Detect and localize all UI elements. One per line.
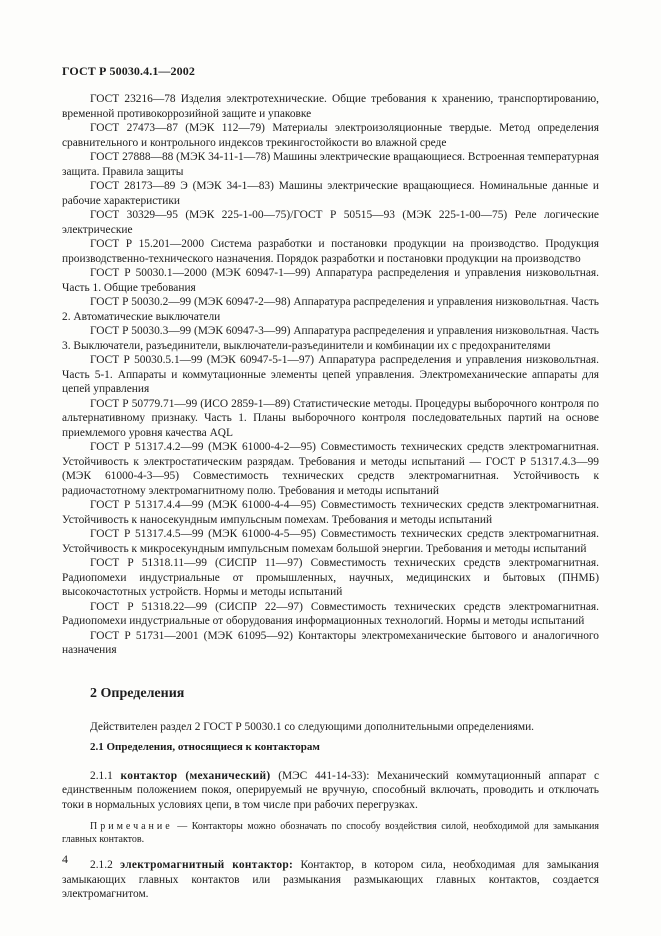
reference-item: ГОСТ Р 50030.5.1—99 (МЭК 60947-5-1—97) Аппаратура распределения и управления низковольтная. Часть 5-1. Аппараты и коммутационные элементы цепей управления. Электромеханические аппараты для цепей управления	[62, 354, 599, 395]
note-label: Примечание	[90, 821, 173, 832]
reference-item: ГОСТ Р 50779.71—99 (ИСО 2859-1—89) Статистические методы. Процедуры выборочного контроля по альтернативному признаку. Часть 1. Планы выборочного контроля последовательных партий на основе приемлемого уровня качества AQL	[62, 397, 599, 439]
reference-item: ГОСТ Р 51731—2001 (МЭК 61095—92) Контакторы электромеханические бытового и аналогичного назначения	[62, 629, 599, 656]
reference-item: ГОСТ 23216—78 Изделия электротехнические. Общие требования к хранению, транспортированию, временной противокоррозийной защите и упаковке	[62, 93, 599, 120]
definition-number: 2.1.2	[90, 859, 113, 871]
note	[62, 820, 599, 846]
definition-text: (МЭС 441-14-33): Механический коммутационный аппарат с единственным положением покоя, оперируемый не вручную, способный включать, проводить и отключать токи в нормальных условиях цепи, в том числе при рабочих перегрузках.	[62, 769, 599, 811]
reference-item: ГОСТ Р 51318.22—99 (СИСПР 22—97) Совместимость технических средств электромагнитная. Радиопомехи индустриальные от оборудования информационных технологий. Нормы и методы испытаний	[62, 600, 599, 627]
definition-text: Контактор, в котором сила, необходимая для замыкания замыкающих главных контактов или размыкания размыкающих главных контактов, создается электромагнитом.	[62, 859, 599, 900]
definition-term: контактор (механический)	[120, 769, 271, 782]
reference-item: ГОСТ Р 51317.4.4—99 (МЭК 61000-4-4—95) Совместимость технических средств электромагнитная. Устойчивость к наносекундным импульсным помехам. Требования и методы испытаний	[62, 499, 599, 526]
definition-number: 2.1.1	[90, 769, 113, 782]
reference-item: ГОСТ Р 50030.3—99 (МЭК 60947-3—99) Аппаратура распределения и управления низковольтная. Часть 3. Выключатели, разъединители, выключатели-разъединители и комбинации их с предохранителями	[62, 325, 599, 352]
reference-item: ГОСТ 27888—88 (МЭК 34-11-1—78) Машины электрические вращающиеся. Встроенная температурная защита. Правила защиты	[62, 151, 599, 178]
reference-item: ГОСТ Р 15.201—2000 Система разработки и постановки продукции на производство. Продукция производственно-технического назначения. Порядок разработки и постановки продукции на производство	[62, 238, 599, 265]
section-heading: 2 Определения	[90, 685, 185, 701]
reference-item: ГОСТ 30329—95 (МЭК 225-1-00—75)/ГОСТ Р 50515—93 (МЭК 225-1-00—75) Реле логические электрические	[62, 209, 599, 236]
reference-item: ГОСТ Р 51317.4.2—99 (МЭК 61000-4-2—95) Совместимость технических средств электромагнитная. Устойчивость к электростатическим разрядам. Требования и методы испытаний — ГОСТ Р 51317.4.3—99 (МЭК 61000-4-3—95) Совместимость технических средств электромагнитная. Устойчивость к радиочастотному электромагнитному полю. Требования и методы испытаний	[62, 441, 599, 497]
subsection-heading: 2.1 Определения, относящиеся к контакторам	[90, 741, 320, 753]
reference-item: ГОСТ Р 51318.11—99 (СИСПР 11—97) Совместимость технических средств электромагнитная. Радиопомехи индустриальные от промышленных, научных, медицинских и бытовых (ПНМБ) высокочастотных устройств. Нормы и методы испытаний	[62, 557, 599, 598]
definition-term: электромагнитный контактор:	[120, 859, 294, 871]
references-list	[62, 92, 599, 658]
page-number: 4	[62, 852, 68, 866]
reference-item: ГОСТ Р 50030.2—99 (МЭК 60947-2—98) Аппаратура распределения и управления низковольтная. Часть 2. Автоматические выключатели	[62, 296, 599, 323]
reference-item: ГОСТ Р 50030.1—2000 (МЭК 60947-1—99) Аппаратура распределения и управления низковольтная. Часть 1. Общие требования	[62, 267, 599, 294]
definition-2-1-2	[62, 858, 599, 902]
page-content	[62, 92, 599, 902]
note-text: — Контакторы можно обозначать по способу воздействия силой, необходимой для замыкания главных контактов.	[62, 821, 599, 845]
section-intro: Действителен раздел 2 ГОСТ Р 50030.1 со следующими дополнительными определениями.	[90, 720, 535, 733]
definition-2-1-1	[62, 769, 599, 813]
reference-item: ГОСТ Р 51317.4.5—99 (МЭК 61000-4-5—95) Совместимость технических средств электромагнитная. Устойчивость к микросекундным импульсным помехам большой энергии. Требования и методы испытаний	[62, 528, 599, 555]
document-header: ГОСТ Р 50030.4.1—2002	[62, 64, 195, 78]
reference-item: ГОСТ 28173—89 Э (МЭК 34-1—83) Машины электрические вращающиеся. Номинальные данные и рабочие характеристики	[62, 180, 599, 207]
reference-item: ГОСТ 27473—87 (МЭК 112—79) Материалы электроизоляционные твердые. Метод определения сравнительного и контрольного индексов трекингостойкости во влажной среде	[62, 122, 599, 149]
